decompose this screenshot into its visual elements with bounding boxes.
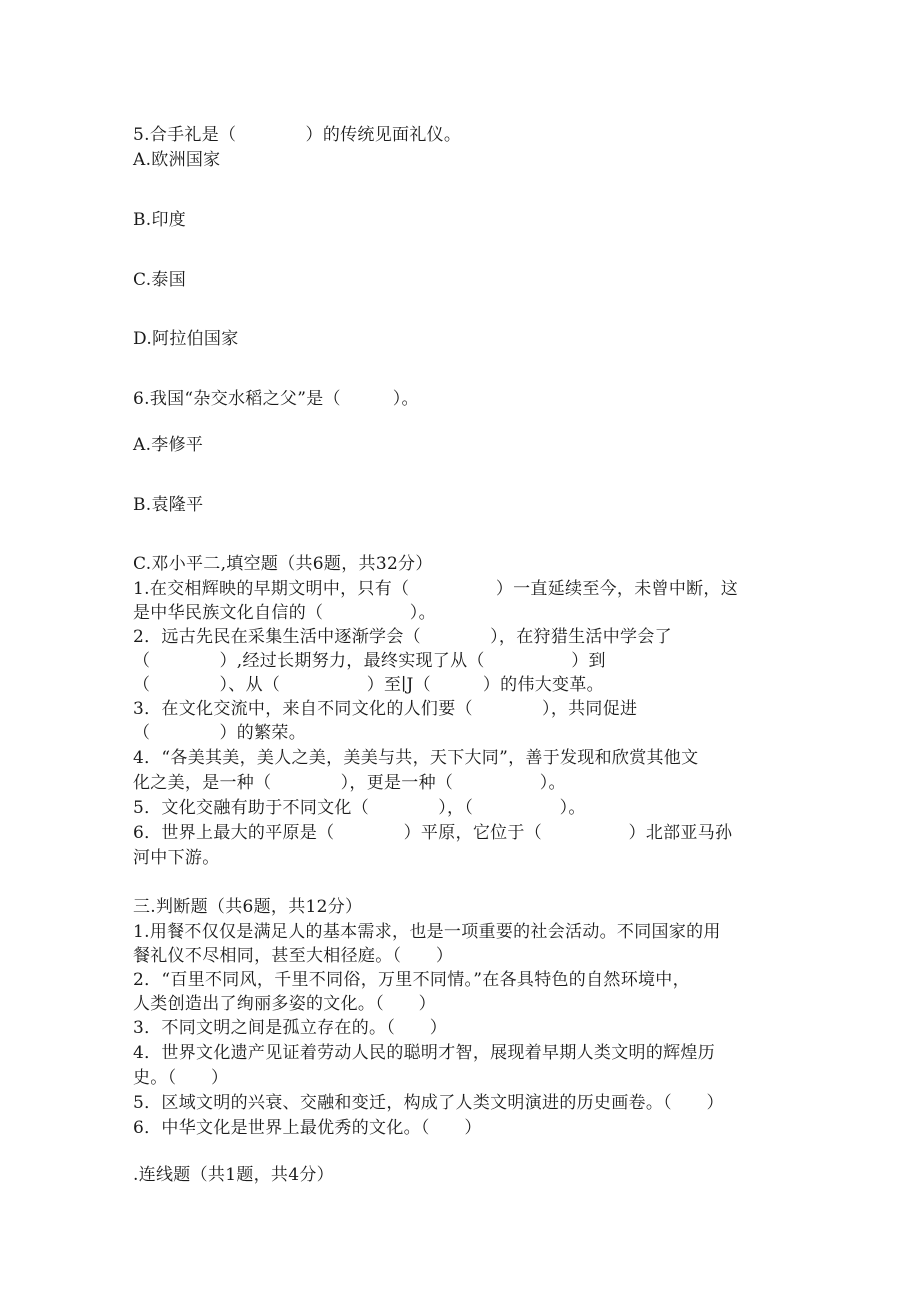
q5-option-c: C.泰国 (133, 270, 187, 290)
fill-line-5: （ ）、从（ ）至∣J（ ）的伟大变革。 (133, 675, 604, 695)
judge-section-heading: 三.判断题（共6题，共12分） (133, 897, 363, 917)
match-section-heading: .连线题（共1题，共4分） (133, 1165, 334, 1185)
q6-option-b: B.袁隆平 (133, 495, 204, 515)
judge-line-6: 4．世界文化遗产见证着劳动人民的聪明才智，展现着早期人类文明的辉煌历 (133, 1043, 716, 1063)
q5-option-a: A.欧洲国家 (133, 150, 221, 170)
judge-line-3: 2．“百里不同风，千里不同俗，万里不同情。”在各具特色的自然环境中， (133, 970, 690, 990)
fill-line-8: 4．“各美其美，美人之美，美美与共，天下大同”，善于发现和欣赏其他文 (133, 748, 699, 768)
judge-line-5: 3．不同文明之间是孤立存在的。（ ） (133, 1018, 448, 1038)
fill-line-10: 5．文化交融有助于不同文化（ ），（ ）。 (133, 798, 586, 818)
q5-option-d: D.阿拉伯国家 (133, 329, 239, 349)
fill-line-2: 是中华民族文化自信的（ ）。 (133, 603, 436, 623)
judge-line-2: 餐礼仪不尽相同，甚至大相径庭。（ ） (133, 946, 454, 966)
q6-option-a: A.李修平 (133, 435, 204, 455)
fill-line-12: 河中下游。 (133, 848, 220, 868)
judge-line-8: 5．区域文明的兴衰、交融和变迁，构成了人类文明演进的历史画卷。（ ） (133, 1093, 724, 1113)
fill-line-7: （ ）的繁荣。 (133, 723, 306, 743)
fill-section-heading: C.邓小平二,填空题（共6题，共32分） (133, 554, 433, 574)
fill-line-11: 6．世界上最大的平原是（ ）平原，它位于（ ）北部亚马孙 (133, 823, 733, 843)
judge-line-9: 6．中华文化是世界上最优秀的文化。（ ） (133, 1118, 482, 1138)
q5-option-b: B.印度 (133, 210, 187, 230)
judge-line-1: 1.用餐不仅仅是满足人的基本需求，也是一项重要的社会活动。不同国家的用 (133, 922, 721, 942)
fill-line-9: 化之美，是一种（ ），更是一种（ ）。 (133, 773, 566, 793)
fill-line-6: 3．在文化交流中，来自不同文化的人们要（ ），共同促进 (133, 699, 638, 719)
q6-stem: 6.我国“杂交水稻之父”是（ ）。 (133, 389, 419, 409)
judge-line-4: 人类创造出了绚丽多姿的文化。（ ） (133, 994, 436, 1014)
fill-line-4: （ ）,经过长期努力，最终实现了从（ ）到 (133, 651, 606, 671)
fill-line-1: 1.在交相辉映的早期文明中，只有（ ）一直延续至今，未曾中断，这 (133, 579, 739, 599)
q5-stem: 5.合手礼是（ ）的传统见面礼仪。 (133, 125, 462, 145)
judge-line-7: 史。（ ） (133, 1068, 229, 1088)
fill-line-3: 2．远古先民在采集生活中逐渐学会（ ），在狩猎生活中学会了 (133, 627, 672, 647)
